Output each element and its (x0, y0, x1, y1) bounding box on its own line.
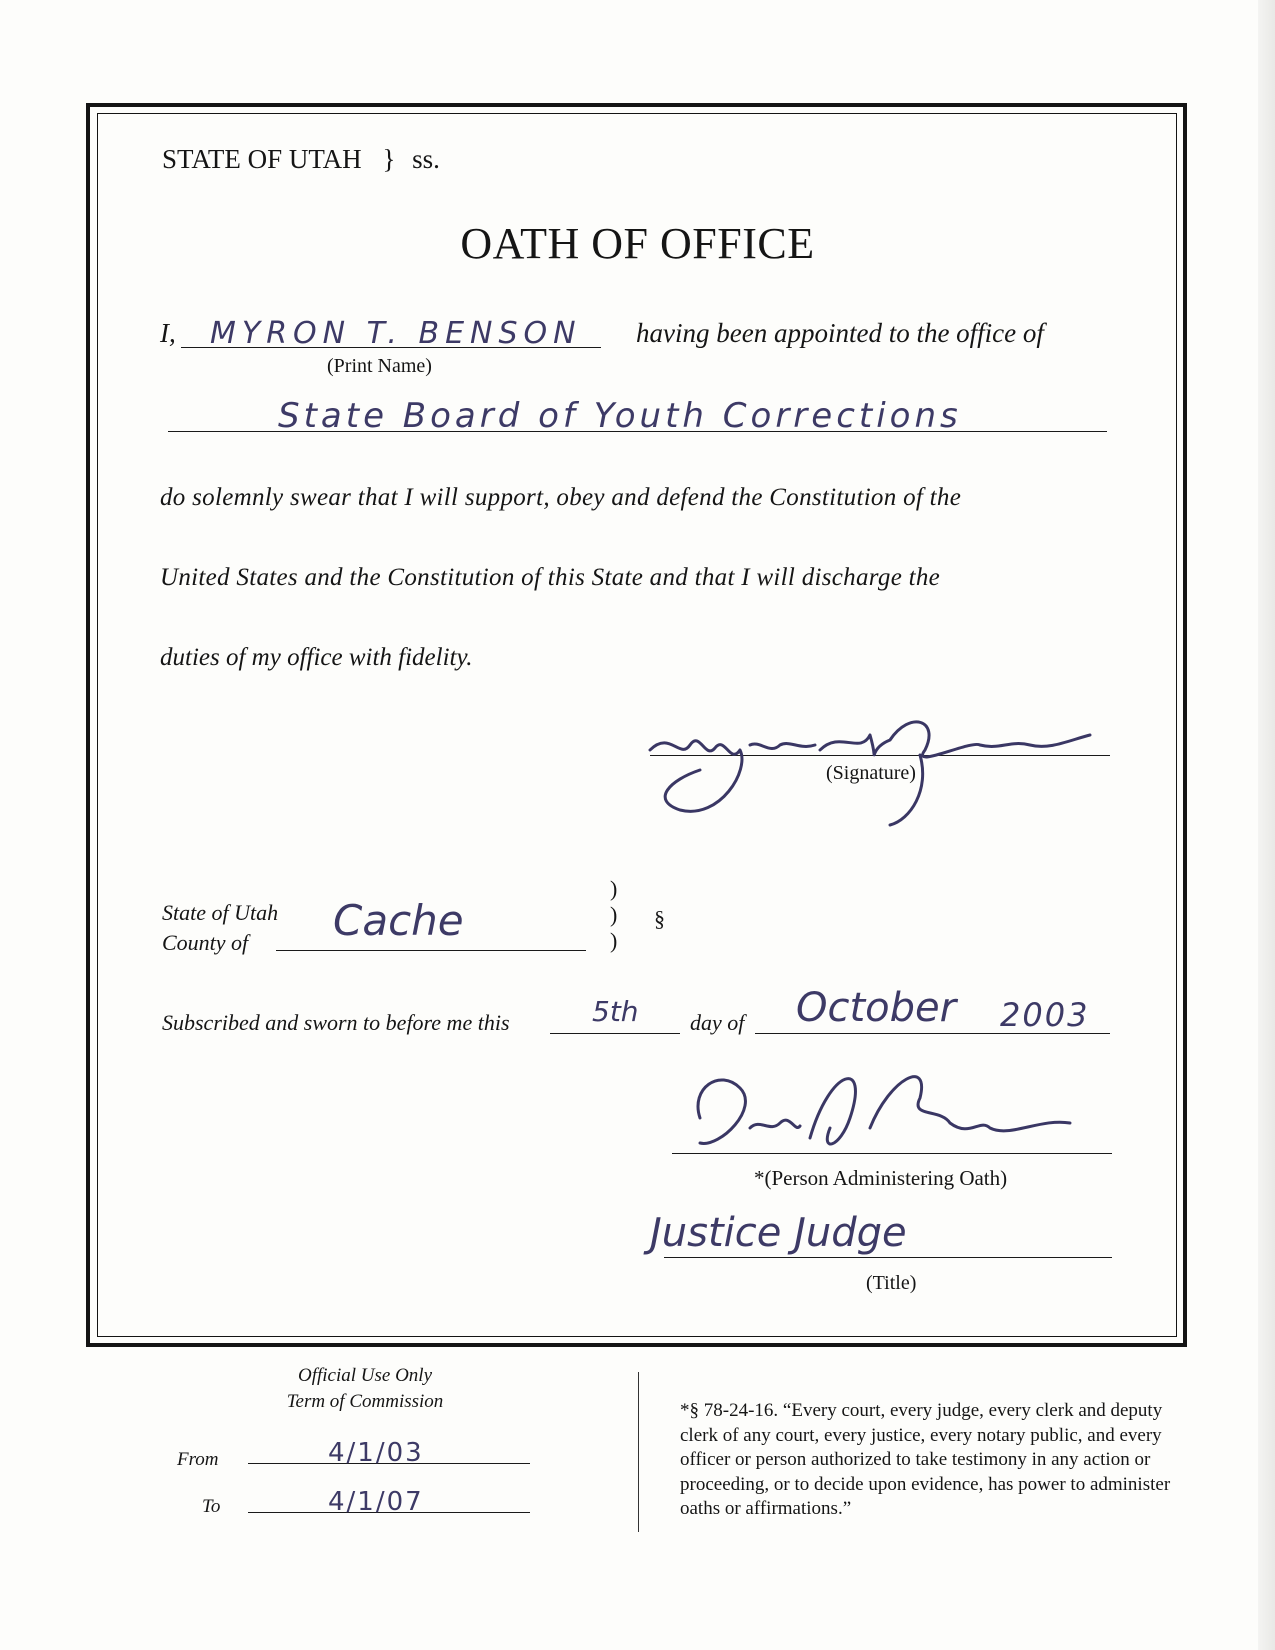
official-use-heading: Official Use Only (297, 1365, 433, 1386)
document-title: OATH OF OFFICE (460, 219, 815, 268)
vertical-divider (638, 1372, 639, 1532)
signature-label: (Signature) (826, 762, 916, 784)
venue-paren-3: ) (610, 928, 618, 953)
county-value: Cache (333, 896, 464, 945)
state-of-utah-header (162, 144, 440, 175)
day-line (550, 1033, 680, 1034)
subscribed-text: Subscribed and sworn to before me this (162, 1010, 510, 1035)
venue-paren-1: ) (610, 876, 618, 901)
administrator-label: *(Person Administering Oath) (754, 1166, 1008, 1190)
from-label: From (177, 1449, 219, 1470)
day-value: 5th (592, 995, 639, 1028)
month-value: October (796, 985, 957, 1031)
appointed-text: having been appointed to the office of (636, 318, 1044, 348)
print-name-value: MYRON T. BENSON (210, 316, 582, 351)
section-symbol: § (654, 906, 665, 931)
oath-line-1: do solemnly swear that I will support, obey and defend the Constitution of the (160, 484, 962, 511)
header-brace: } (382, 144, 396, 174)
from-value: 4/1/03 (328, 1438, 424, 1468)
statute-text: *§ 78-24-16. “Every court, every judge, every clerk and deputy clerk of any court, every justice, every notary public, and every officer or person authorized to take testimony in any action or proceeding, or to decide upon evidence, has power to administer oaths or affirmations.” (680, 1400, 1171, 1519)
year-value: 2003 (1000, 996, 1090, 1034)
oath-line-2: United States and the Constitution of this State and that I will discharge the (160, 564, 941, 591)
ss-text: ss. (412, 144, 440, 174)
administrator-signature-handwriting (680, 1058, 1100, 1158)
term-of-commission-heading: Term of Commission (286, 1391, 444, 1412)
i-prefix: I, (160, 318, 176, 348)
to-label: To (202, 1496, 221, 1517)
title-value: Justice Judge (650, 1210, 907, 1256)
office-value: State Board of Youth Corrections (278, 396, 962, 436)
print-name-label: (Print Name) (327, 355, 432, 377)
venue-state-label: State of Utah (162, 900, 279, 925)
title-label: (Title) (866, 1272, 917, 1294)
venue-county-label: County of (162, 930, 249, 955)
day-of-text: day of (690, 1010, 745, 1035)
title-line (664, 1257, 1112, 1258)
state-header-text: STATE OF UTAH (162, 144, 362, 174)
county-line (276, 950, 586, 951)
to-value: 4/1/07 (328, 1487, 424, 1517)
venue-paren-2: ) (610, 902, 618, 927)
oath-line-3: duties of my office with fidelity. (160, 644, 473, 671)
